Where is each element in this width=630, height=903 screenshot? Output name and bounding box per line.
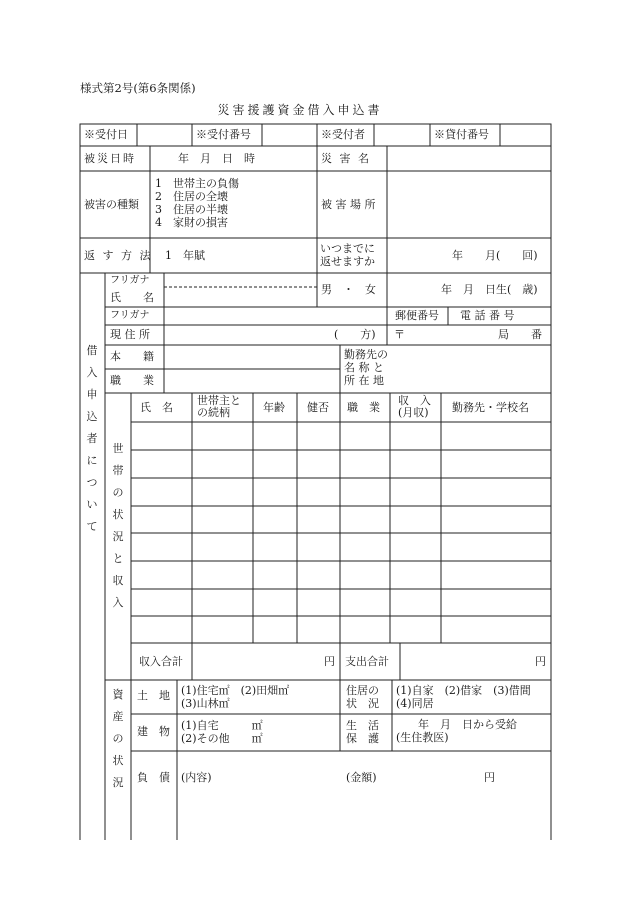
residence-label: 住居の 状 況: [346, 684, 379, 710]
land-items: (1)住宅㎡ (2)田畑㎡ (3)山林㎡: [181, 684, 290, 710]
household-section-label: 世帯の状況と収入: [112, 442, 124, 609]
welfare-value: 年 月 日から受給: [418, 718, 517, 731]
col-relation: 世帯主と の続柄: [197, 394, 241, 419]
repay-until-value: 年 月( 回): [452, 249, 538, 262]
col-income: 収 入 (月収): [398, 394, 431, 419]
postal-mark: 〒: [394, 328, 405, 341]
furigana2-label: フリガナ: [110, 310, 150, 321]
birth-date: 年 月 日生( 歳): [441, 283, 538, 296]
gender-options: 男 ・ 女: [321, 283, 376, 296]
col-job: 職 業: [347, 401, 380, 414]
applicant-section-label: 借入申込者について: [86, 344, 98, 533]
receiver-label: ※受付者: [321, 128, 365, 141]
assets-section-label: 資産の状況: [112, 688, 124, 789]
postal-code-label: 郵便番号: [395, 309, 439, 322]
col-workplace: 勤務先・学校名: [452, 401, 529, 414]
building-label: 建 物: [137, 725, 170, 738]
residence-items: (1)自家 (2)借家 (3)借間 (4)同居: [396, 684, 531, 710]
land-label: 土 地: [137, 689, 170, 702]
col-health: 健否: [307, 401, 329, 414]
receipt-date-label: ※受付日: [84, 128, 128, 141]
building-items: (1)自宅 ㎡ (2)その他 ㎡: [181, 719, 263, 745]
expense-total-unit: 円: [535, 655, 546, 668]
damage-type-label: 被害の種類: [84, 198, 139, 211]
debt-amount: (金額): [346, 771, 377, 784]
phone-label: 電 話 番 号: [460, 309, 515, 322]
repay-until-label: いつまでに 返せますか: [320, 242, 375, 268]
debt-unit: 円: [484, 771, 495, 784]
expense-total-label: 支出合計: [345, 655, 389, 668]
disaster-name-label: 災 害 名: [321, 152, 371, 165]
welfare-note: (生住教医): [396, 731, 449, 744]
receipt-number-label: ※受付番号: [196, 128, 251, 141]
repay-method-value: 1 年賦: [165, 249, 205, 262]
col-name: 氏 名: [140, 401, 173, 414]
name-label: 氏 名: [110, 291, 154, 304]
damage-item-1: 1 世帯主の負傷: [155, 177, 239, 190]
damage-place-label: 被 害 場 所: [321, 198, 376, 211]
col-age: 年齢: [263, 401, 285, 414]
job-label: 職 業: [110, 374, 154, 387]
address-suffix: ( 方): [334, 328, 376, 341]
furigana-label: フリガナ: [110, 275, 150, 286]
repay-method-label: 返 す 方 法: [84, 249, 153, 262]
damage-item-2: 2 住居の全壊: [155, 190, 228, 203]
phone-suffix: 局 番: [498, 328, 542, 341]
form-number: 様式第2号(第6条関係): [80, 81, 196, 95]
damage-item-3: 3 住居の半壊: [155, 203, 228, 216]
income-total-unit: 円: [324, 655, 335, 668]
form-title: 災害援護資金借入申込書: [217, 103, 383, 117]
disaster-datetime-label: 被災日時: [84, 152, 136, 165]
income-total-label: 収入合計: [139, 655, 183, 668]
debt-content: (内容): [181, 771, 212, 784]
damage-item-4: 4 家財の損害: [155, 216, 228, 229]
address-label: 現 住 所: [110, 328, 150, 341]
domicile-label: 本 籍: [110, 350, 154, 363]
loan-number-label: ※貸付番号: [434, 128, 489, 141]
debt-label: 負 債: [137, 771, 170, 784]
employer-label: 勤務先の 名 称 と 所 在 地: [344, 348, 388, 387]
welfare-label: 生 活 保 護: [346, 719, 379, 745]
disaster-datetime-units: 年 月 日 時: [178, 152, 255, 165]
